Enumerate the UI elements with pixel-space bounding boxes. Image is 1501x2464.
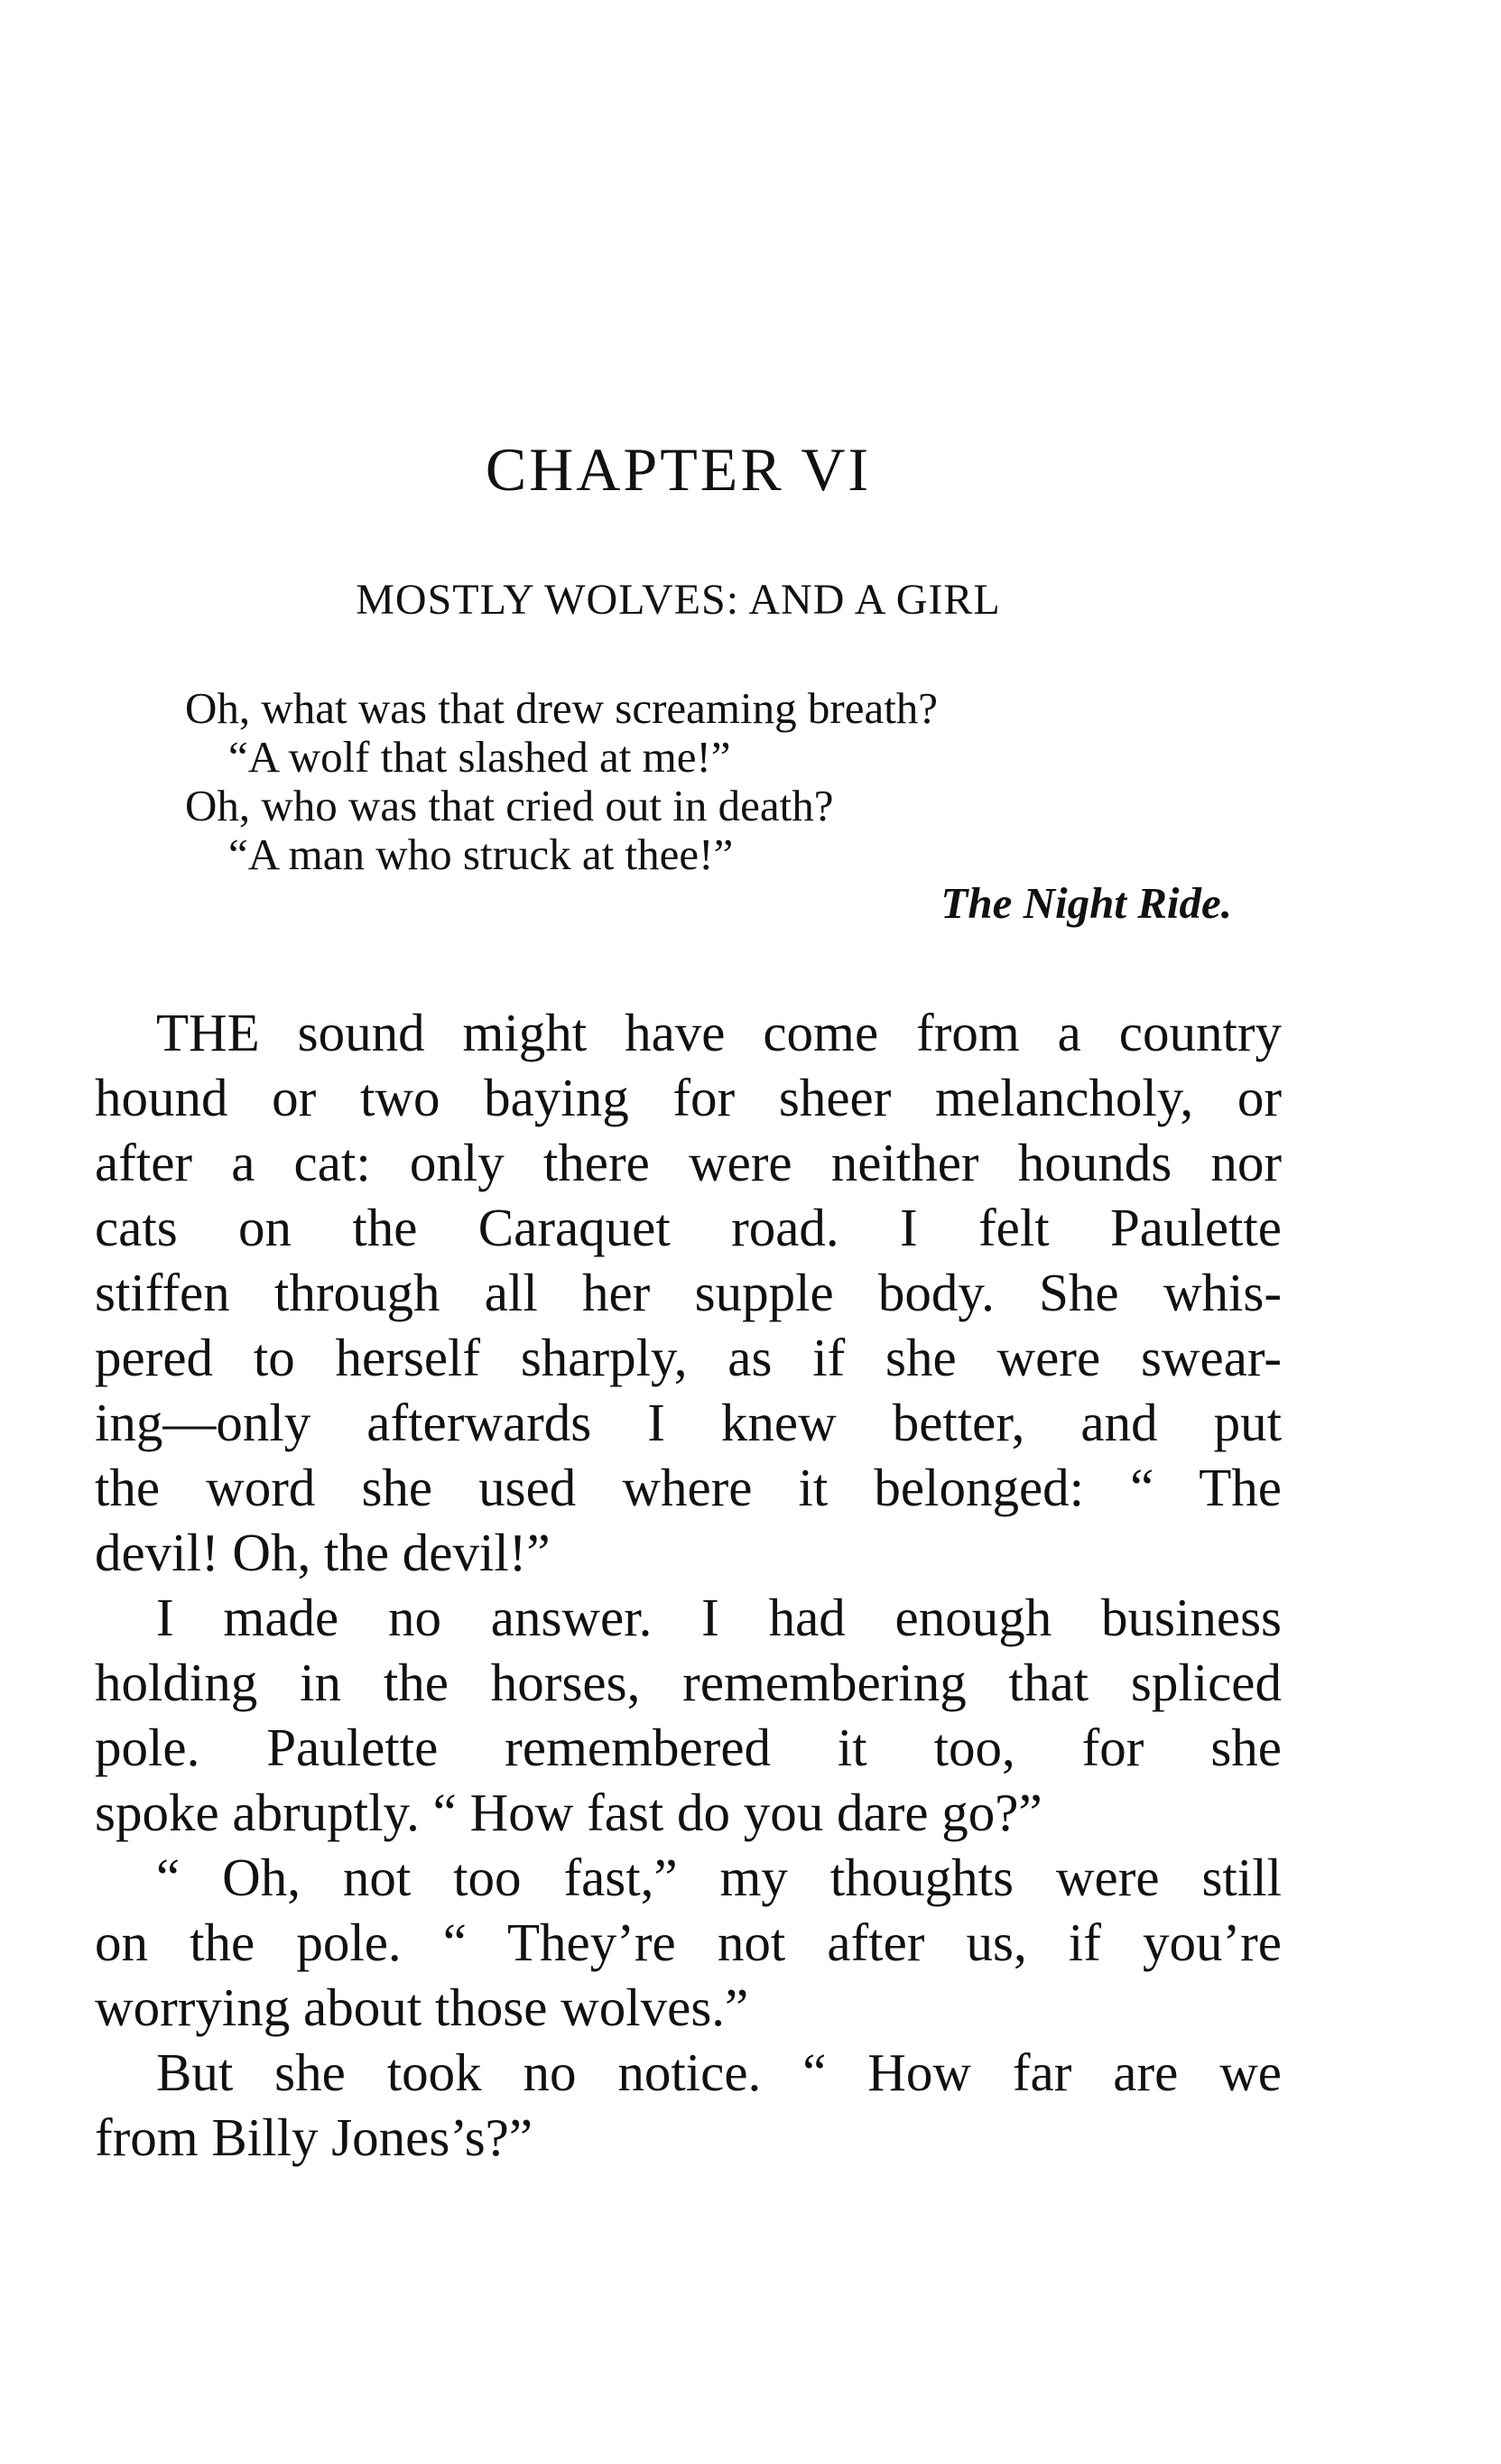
- text-line: the word she used where it belonged: “ The: [95, 1458, 1282, 1517]
- text-line: ing—only afterwards I knew better, and put: [95, 1393, 1282, 1452]
- text-line: devil! Oh, the devil!”: [95, 1523, 551, 1582]
- epigraph-line: “A wolf that slashed at me!”: [228, 732, 731, 782]
- text-line: cats on the Caraquet road. I felt Paulette: [95, 1198, 1282, 1257]
- paragraph: [95, 1000, 1282, 1585]
- text-line: hound or two baying for sheer melancholy, or: [95, 1068, 1282, 1127]
- text-line: But she took no notice. “ How far are we: [156, 2043, 1282, 2102]
- chapter-subtitle: MOSTLY WOLVES: AND A GIRL: [356, 576, 1001, 624]
- text-line: stiffen through all her supple body. She whis-: [95, 1263, 1282, 1322]
- epigraph-line: “A man who struck at thee!”: [228, 829, 734, 879]
- body-text: [95, 1000, 1282, 2170]
- epigraph-attribution: The Night Ride.: [940, 878, 1232, 928]
- paragraph: [95, 1845, 1282, 2040]
- text-line: “ Oh, not too fast,” my thoughts were still: [156, 1848, 1282, 1907]
- text-line: I made no answer. I had enough business: [156, 1588, 1282, 1647]
- text-line: holding in the horses, remembering that spliced: [95, 1653, 1282, 1712]
- paragraph: [95, 2040, 1282, 2170]
- text-line: pole. Paulette remembered it too, for she: [95, 1718, 1282, 1777]
- paragraph: [95, 1585, 1282, 1845]
- text-line: spoke abruptly. “ How fast do you dare go?”: [95, 1783, 1042, 1842]
- text-line: worrying about those wolves.”: [95, 1978, 749, 2037]
- text-line: after a cat: only there were neither hounds nor: [95, 1133, 1282, 1192]
- text-line: pered to herself sharply, as if she were swear-: [95, 1328, 1282, 1387]
- epigraph-line: Oh, what was that drew screaming breath?: [185, 683, 939, 733]
- text-line: on the pole. “ They’re not after us, if you’re: [95, 1913, 1282, 1972]
- chapter-title: CHAPTER VI: [485, 435, 872, 504]
- text-line: from Billy Jones’s?”: [95, 2107, 533, 2167]
- epigraph-line: Oh, who was that cried out in death?: [185, 781, 834, 830]
- epigraph: [185, 684, 1232, 928]
- text-line: THE sound might have come from a country: [156, 1003, 1282, 1062]
